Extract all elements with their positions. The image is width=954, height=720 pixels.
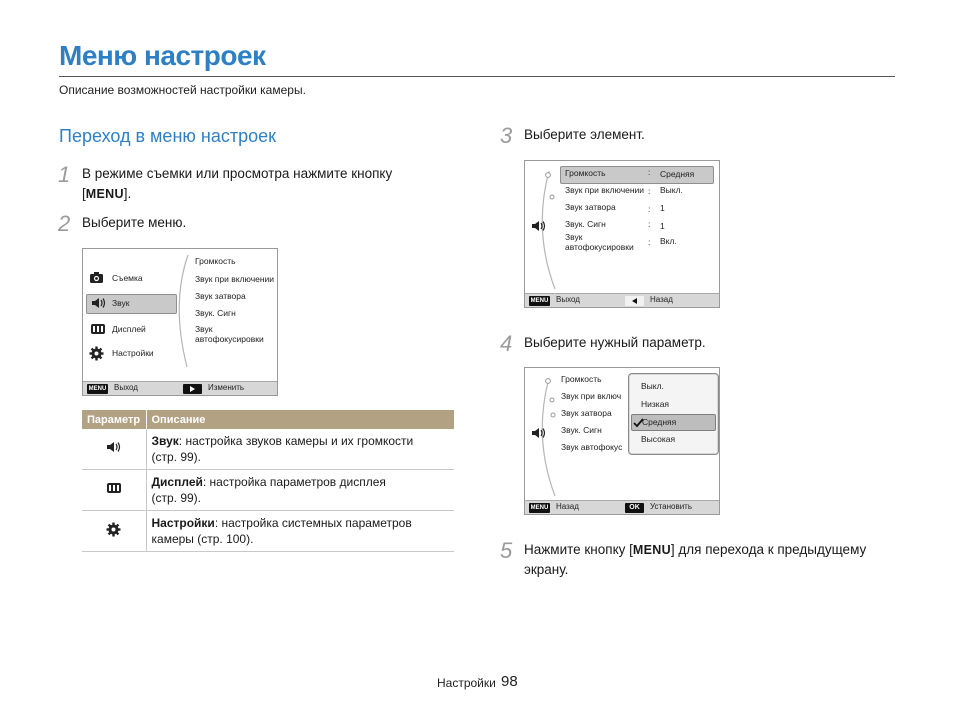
menu-item-af-sound-line2: автофокусировки — [195, 334, 264, 344]
right-arrow-icon — [183, 384, 202, 394]
speaker-icon — [90, 296, 108, 310]
menu-item-volume[interactable]: Громкость — [195, 256, 236, 266]
footer-section-label: Настройки — [437, 676, 496, 690]
menu-item-shutter-sound[interactable]: Звук затвора — [561, 408, 612, 418]
step-4-text: Выберите нужный параметр. — [524, 335, 706, 350]
row-text-line2: (стр. 99). — [151, 491, 202, 505]
set-label[interactable]: Установить — [650, 502, 692, 511]
step-5-text-before: Нажмите кнопку [ — [524, 542, 633, 557]
menu-item-volume[interactable]: Громкость — [565, 168, 606, 178]
step-number: 4 — [500, 331, 513, 356]
option-off[interactable]: Выкл. — [641, 381, 664, 391]
row-text: : настройка системных параметров — [214, 516, 412, 530]
menu-item-af-sound-line1: Звук — [565, 232, 583, 242]
menu-item-startup-sound[interactable]: Звук при включ — [561, 391, 622, 401]
options-dropdown — [628, 373, 719, 455]
category-display[interactable]: Дисплей — [112, 324, 146, 334]
row-term: Дисплей — [151, 475, 203, 489]
menu-key: MENU — [85, 187, 124, 201]
change-label[interactable]: Изменить — [208, 383, 245, 392]
row-term: Настройки — [151, 516, 215, 530]
camera-icon — [89, 271, 104, 284]
menu-item-af-sound-line1: Звук — [195, 324, 213, 334]
value-separator: : — [648, 204, 651, 214]
bracket-open: [ — [82, 186, 86, 201]
section-title: Переход в меню настроек — [59, 126, 276, 146]
menu-item-af-sound-line2: автофокусировки — [565, 242, 634, 252]
gear-icon — [89, 346, 104, 361]
row-text: : настройка параметров дисплея — [202, 475, 386, 489]
step-number: 2 — [58, 211, 71, 236]
option-high[interactable]: Высокая — [641, 434, 676, 444]
menu-key-icon: MENU — [88, 386, 107, 392]
table-row — [82, 470, 454, 511]
step-5-text-line2: экрану. — [524, 562, 569, 577]
option-medium-highlight[interactable] — [631, 414, 716, 431]
menu-key: MENU — [632, 543, 671, 557]
category-settings[interactable]: Настройки — [112, 348, 154, 358]
step-1-text — [82, 164, 432, 204]
menu-key-icon: MENU — [530, 298, 549, 304]
menu-item-startup-sound[interactable]: Звук при включении — [565, 185, 645, 195]
table-row — [82, 429, 454, 470]
menu-key-icon: MENU — [530, 505, 549, 511]
ok-key-icon: OK — [625, 503, 644, 513]
value-separator: : — [648, 237, 651, 247]
row-description — [146, 470, 454, 511]
menu-item-beep[interactable]: Звук. Сигн — [195, 308, 236, 318]
step-number: 1 — [58, 162, 71, 187]
table-row — [82, 511, 454, 552]
menu-item-beep[interactable]: Звук. Сигн — [565, 219, 606, 229]
exit-label[interactable]: Выход — [556, 295, 580, 304]
row-text-line2: (стр. 99). — [151, 450, 202, 464]
value-beep: 1 — [660, 221, 665, 231]
step-number: 3 — [500, 123, 513, 148]
row-term: Звук — [151, 434, 179, 448]
exit-label[interactable]: Выход — [114, 383, 138, 392]
page-title: Меню настроек — [59, 40, 266, 71]
row-text-line2: камеры (стр. 100). — [151, 532, 254, 546]
speaker-icon — [530, 219, 548, 233]
step-5-text — [524, 540, 904, 580]
value-shutter-sound: 1 — [660, 203, 665, 213]
camera-screen-volume-options — [524, 367, 720, 515]
option-low[interactable]: Низкая — [641, 399, 670, 409]
menu-item-shutter-sound[interactable]: Звук затвора — [195, 291, 246, 301]
back-label[interactable]: Назад — [650, 295, 673, 304]
row-description — [146, 429, 454, 470]
header-description: Описание — [146, 410, 454, 429]
left-arrow-icon — [625, 296, 644, 306]
parameters-table — [82, 410, 454, 552]
bracket-close: ]. — [123, 186, 132, 201]
display-icon — [106, 482, 122, 495]
value-separator: : — [648, 167, 651, 177]
step-2-text: Выберите меню. — [82, 215, 187, 230]
camera-screen-menu — [82, 248, 278, 396]
speaker-icon — [530, 426, 548, 440]
page-subtitle: Описание возможностей настройки камеры. — [59, 83, 306, 97]
step-3-text: Выберите элемент. — [524, 127, 645, 142]
screen-bottom-bar — [525, 500, 719, 514]
step-1-text-before: В режиме съемки или просмотра нажмите кнопку — [82, 166, 393, 181]
menu-item-af-sound[interactable] — [195, 324, 264, 344]
row-description — [146, 511, 454, 552]
menu-item-volume[interactable]: Громкость — [561, 374, 602, 384]
menu-arc — [83, 249, 279, 397]
value-separator: : — [648, 219, 651, 229]
value-volume: Средняя — [660, 169, 695, 179]
speaker-icon — [105, 440, 123, 454]
category-shooting[interactable]: Съемка — [112, 273, 143, 283]
menu-item-af-sound[interactable] — [565, 232, 634, 252]
page-number: 98 — [501, 673, 518, 690]
step-5-text-after: ] для перехода к предыдущему — [670, 542, 867, 557]
menu-item-startup-sound[interactable]: Звук при включении — [195, 274, 275, 284]
value-startup-sound: Выкл. — [660, 185, 683, 195]
menu-item-af-sound[interactable]: Звук автофокус — [561, 442, 623, 452]
screen-bottom-bar — [83, 381, 277, 395]
step-number: 5 — [500, 538, 513, 563]
value-separator: : — [648, 186, 651, 196]
gear-icon — [106, 522, 121, 537]
header-parameter: Параметр — [82, 410, 146, 429]
display-icon — [90, 323, 106, 336]
menu-item-shutter-sound[interactable]: Звук затвора — [565, 202, 616, 212]
option-medium: Средняя — [642, 417, 677, 427]
camera-screen-sound-items — [524, 160, 720, 308]
back-label[interactable]: Назад — [556, 502, 579, 511]
menu-item-beep[interactable]: Звук. Сигн — [561, 425, 602, 435]
category-sound[interactable]: Звук — [112, 298, 130, 308]
row-text: : настройка звуков камеры и их громкости — [178, 434, 414, 448]
title-divider — [59, 76, 895, 77]
screen-bottom-bar — [525, 293, 719, 307]
value-af-sound: Вкл. — [660, 236, 677, 246]
